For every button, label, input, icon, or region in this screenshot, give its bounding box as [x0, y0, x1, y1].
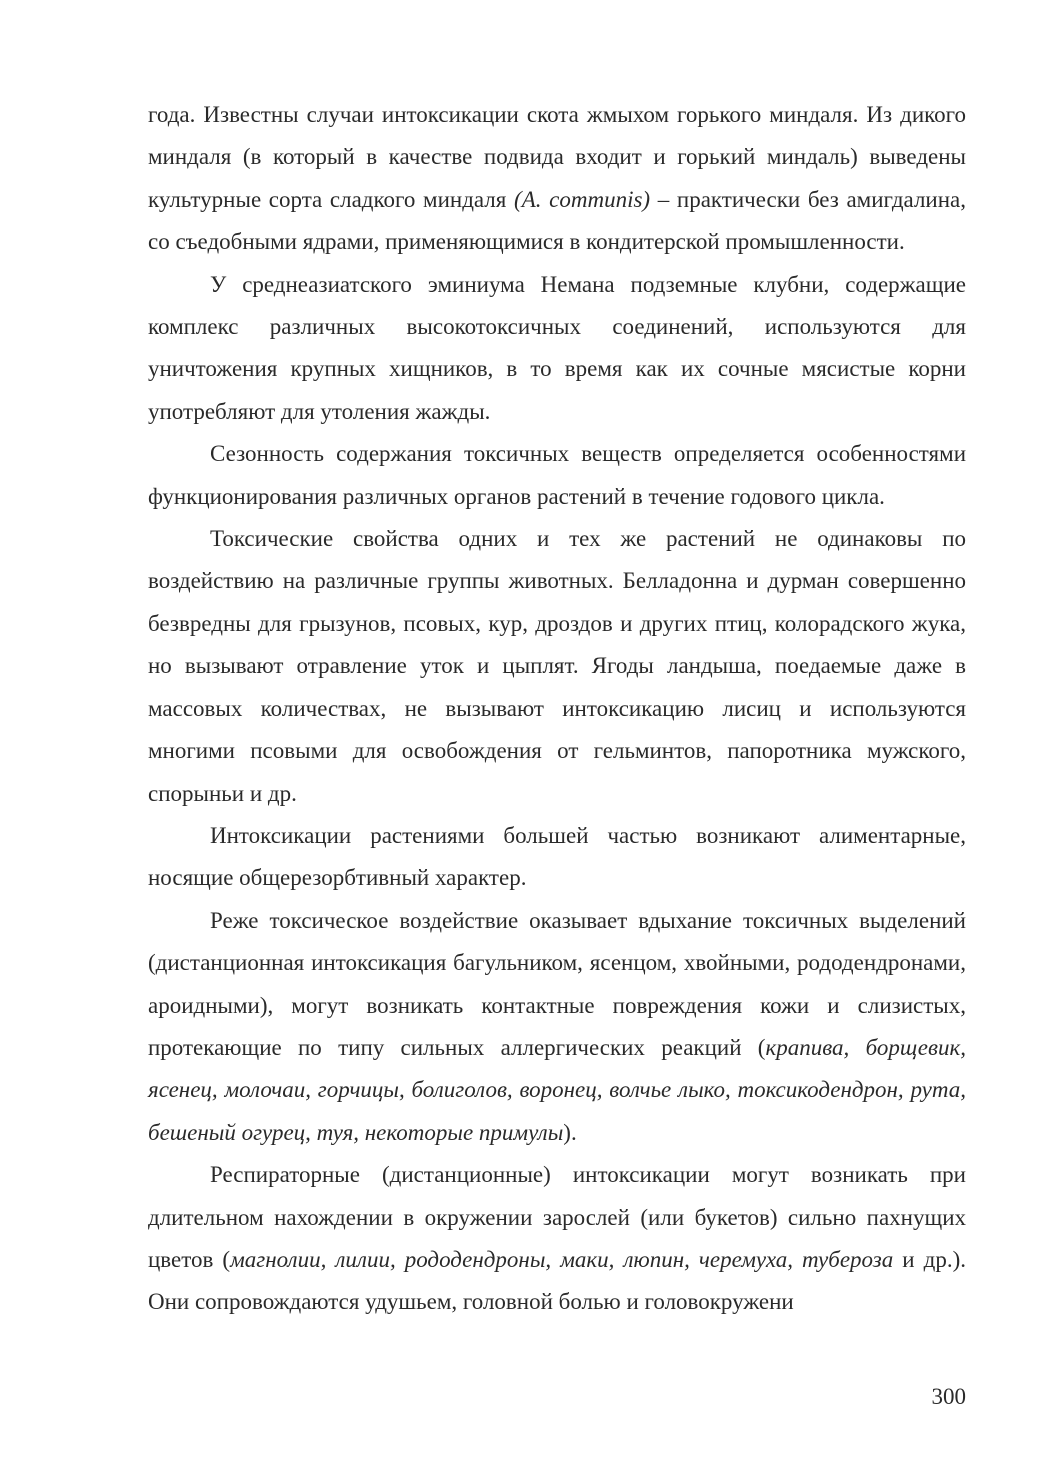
page-number: 300	[931, 1384, 966, 1409]
paragraph-3	[148, 433, 966, 518]
text-segment: Интоксикации растениями большей частью возникают алиментарные, носящие общерезорбтивный характер.	[148, 822, 966, 891]
page-body	[148, 94, 966, 1324]
text-segment: года. Известны случаи интоксикации скота жмыхом горького миндаля. Из дикого миндаля (в который в качестве подвида входит и горький миндаль) выведены культурные сорта сладкого миндаля	[148, 102, 966, 212]
text-segment-italic: магнолии, лилии, рододендроны, маки, люпин, черемуха, тубероза	[230, 1246, 894, 1272]
text-segment: – практически без амигдалина, со съедобными ядрами, применяющимися в кондитерской промышленности.	[148, 186, 966, 255]
text-segment: У среднеазиатского эминиума Немана подземные клубни, содержащие комплекс различных высокотоксичных соединений, используются для уничтожения крупных хищников, в то время как их сочные мясистые корни употребляют для утоления жажды.	[148, 271, 966, 424]
paragraph-7	[148, 1154, 966, 1324]
text-segment-italic: (A. communis)	[514, 186, 651, 212]
paragraph-5	[148, 815, 966, 900]
text-segment: Сезонность содержания токсичных веществ определяется особенностями функционирования различных органов растений в течение годового цикла.	[148, 441, 966, 509]
text-segment: Респираторные (дистанционные) интоксикации могут возникать при длительном нахождении в окружении зарослей (или букетов) сильно пахнущих цветов (	[148, 1162, 966, 1272]
paragraph-6	[148, 900, 966, 1154]
text-segment: Токсические свойства одних и тех же растений не одинаковы по воздействию на различные группы животных. Белладонна и дурман совершенно безвредны для грызунов, псовых, кур, дроздов и других птиц, колорадского жука, но вызывают отравление уток и цыплят. Ягоды ландыша, поедаемые даже в массовых количествах, не вызывают интоксикацию лисиц и используются многими псовыми для освобождения от гельминтов, папоротника мужского, спорыньи и др.	[148, 526, 966, 806]
text-segment: ).	[563, 1119, 577, 1145]
text-segment: и др.). Они сопровождаются удушьем, головной болью и головокружени	[148, 1246, 966, 1315]
text-segment: Реже токсическое воздействие оказывает вдыхание токсичных выделений (дистанционная интоксикация багульником, ясенцом, хвойными, рододендронами, ароидными), могут возникать контактные повреждения кожи и слизистых, протекающие по типу сильных аллергических реакций (	[148, 907, 966, 1060]
text-segment-italic: крапива, борщевик, ясенец, молочаи, горчицы, болиголов, воронец, волчье лыко, токсикодендрон, рута, бешеный огурец, туя, некоторые примулы	[148, 1034, 966, 1145]
paragraph-2	[148, 264, 966, 434]
paragraph-4	[148, 518, 966, 815]
paragraph-1	[148, 94, 966, 264]
